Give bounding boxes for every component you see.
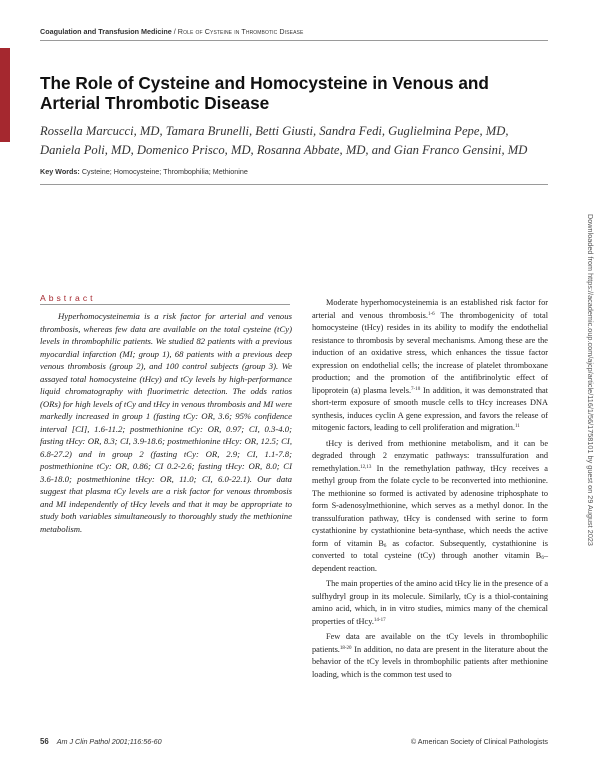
body-text: tHcy is derived from methionine metabolism, and it can be degraded through 2 enzymatic pathways: transsulfuration and remethylation. bbox=[312, 438, 548, 473]
body-text: The main properties of the amino acid tHcy lie in the presence of a sulfhydryl group in its molecule. Similarly, tCy is a thiol-containing amino acid, which, in in vitro studies, mimics many of the chemical properties of tHcy. bbox=[312, 579, 548, 626]
body-paragraph bbox=[312, 297, 548, 435]
body-paragraph bbox=[312, 631, 548, 681]
abstract-heading: Abstract bbox=[40, 293, 96, 303]
body-column bbox=[312, 297, 548, 684]
keywords-label: Key Words: bbox=[40, 167, 80, 176]
journal-citation: Am J Clin Pathol 2001;116:56-60 bbox=[56, 737, 162, 746]
body-text: In addition, it was demonstrated that short-term exposure of smooth muscle cells to tHcy increases DNA synthesis, induces cyclin A gene expression, and favors the release of mitogenic factors, leading to cell proliferation and migration. bbox=[312, 385, 548, 432]
keywords: Cysteine; Homocysteine; Thrombophilia; Methionine bbox=[81, 167, 248, 176]
running-title: Role of Cysteine in Thrombotic Disease bbox=[177, 27, 304, 36]
body-text: Few data are available on the tCy levels in thrombophilic patients. bbox=[312, 632, 548, 654]
body-text: The thrombogenicity of total homocysteine (tHcy) resides in its ability to modify the endothelial resistance to thrombosis by several mechanisms. Among these are the induction of an oxidative stress, which enhances the tissue factor expression on endothelial cells; the increase of platelet thromboxane production; and the promotion of the antifibrinolytic effect of lipoprotein (a) plasma levels. bbox=[312, 310, 549, 395]
header-separator: / bbox=[173, 27, 176, 36]
citation-ref: 18-20 bbox=[339, 645, 352, 651]
body-paragraph bbox=[312, 438, 548, 576]
citation-ref: 14-17 bbox=[373, 617, 386, 623]
abstract-rule bbox=[40, 304, 290, 305]
body-text: Moderate hyperhomocysteinemia is an established risk factor for arterial and venous thrombosis. bbox=[312, 298, 548, 320]
citation-ref: 1-6 bbox=[428, 311, 435, 317]
citation-ref: 11 bbox=[514, 424, 520, 429]
author-list: Rossella Marcucci, MD, Tamara Brunelli, Betti Giusti, Sandra Fedi, Guglielmina Pepe, MD, Daniela Poli, MD, Domenico Prisco, MD, Rosanna Abbate, MD, and Gian Franco Gensini, MD bbox=[40, 124, 528, 157]
subscript: 6 bbox=[383, 543, 387, 549]
keywords-line bbox=[40, 167, 248, 176]
running-header bbox=[40, 27, 303, 36]
body-text: –dependent reaction. bbox=[312, 551, 548, 573]
abstract-text: Hyperhomocysteinemia is a risk factor for arterial and venous thrombosis, whereas few data are available on the total cysteine (tCy) levels in thrombophilic patients. We studied 82 patients with a previous myocardial infarction (MI; group 1), 68 patients with a previous deep venous thrombosis (group 2), and 100 control subjects (group 3). We assayed total homocysteine (tHcy) and tCy levels by high-performance liquid chromatography with fluorimetric detection. The odds ratios (ORs) for high levels of tCy and tHcy in venous thrombosis and MI were markedly increased in group 1 (fasting tCy: OR, 3.6; 95% confidence interval [CI], 1.6-11.2; postmethionine tCy: OR, 0.97; CI, 0.3-4.0; fasting tHcy: OR, 8.3; CI, 3.9-18.6; postmethionine tHcy: OR, 12.5; CI, 6.8-27.2) and in group 2 (fasting tCy: OR, 2.9; CI, 1.1-7.8; postmethionine tCy: OR, 0.86; CI 0.2-2.6; fasting tHcy: OR, 8.0; CI 3.6-18.0; postmethionine tHcy: OR, 11.0; CI, 6.0-22.1). Our data suggest that plasma tCy levels are a risk factor for venous thrombosis and MI independently of tHcy levels and that it may be appropriate to study both variables simultaneously to thoroughly study the methionine metabolism. bbox=[40, 311, 292, 534]
body-paragraph bbox=[312, 578, 548, 628]
download-notice-text: Downloaded from https://academic.oup.com/ajcp/article/116/1/56/1758101 by guest on 29 August 2023 bbox=[586, 214, 595, 546]
citation-ref: 12,13 bbox=[360, 464, 372, 470]
citation-ref: 7-10 bbox=[411, 386, 421, 392]
copyright-notice: © American Society of Clinical Pathologists bbox=[410, 737, 548, 746]
red-accent-bar bbox=[0, 48, 10, 142]
article-title: The Role of Cysteine and Homocysteine in Venous and Arterial Thrombotic Disease bbox=[40, 73, 489, 113]
body-text: In the remethylation pathway, tHcy receives a methyl group from the folate cycle to be reconverted into methionine. The methionine so formed is activated by adenosine triphosphate to form S-adenosylmethionine, which serves as a methyl donor. In the transsulfuration pathway, tHcy is condensed with serine to form cystathionine by cystathionine beta-synthase, which needs the active form of vitamin B bbox=[312, 463, 548, 548]
body-text: In addition, no data are present in the literature about the behavior of the tCy levels in thrombophilic patients after methionine loading, which is the common test used to bbox=[312, 644, 548, 679]
footer-left bbox=[40, 737, 162, 746]
journal-section: Coagulation and Transfusion Medicine bbox=[40, 27, 172, 36]
page-number: 56 bbox=[40, 737, 49, 746]
download-notice bbox=[584, 214, 596, 754]
subscript: 6 bbox=[541, 556, 544, 561]
keywords-rule bbox=[40, 184, 548, 185]
header-rule bbox=[40, 40, 548, 41]
body-text: as cofactor. Subsequently, cystathionine is converted to total cysteine (tCy) through another vitamin B bbox=[312, 538, 548, 560]
